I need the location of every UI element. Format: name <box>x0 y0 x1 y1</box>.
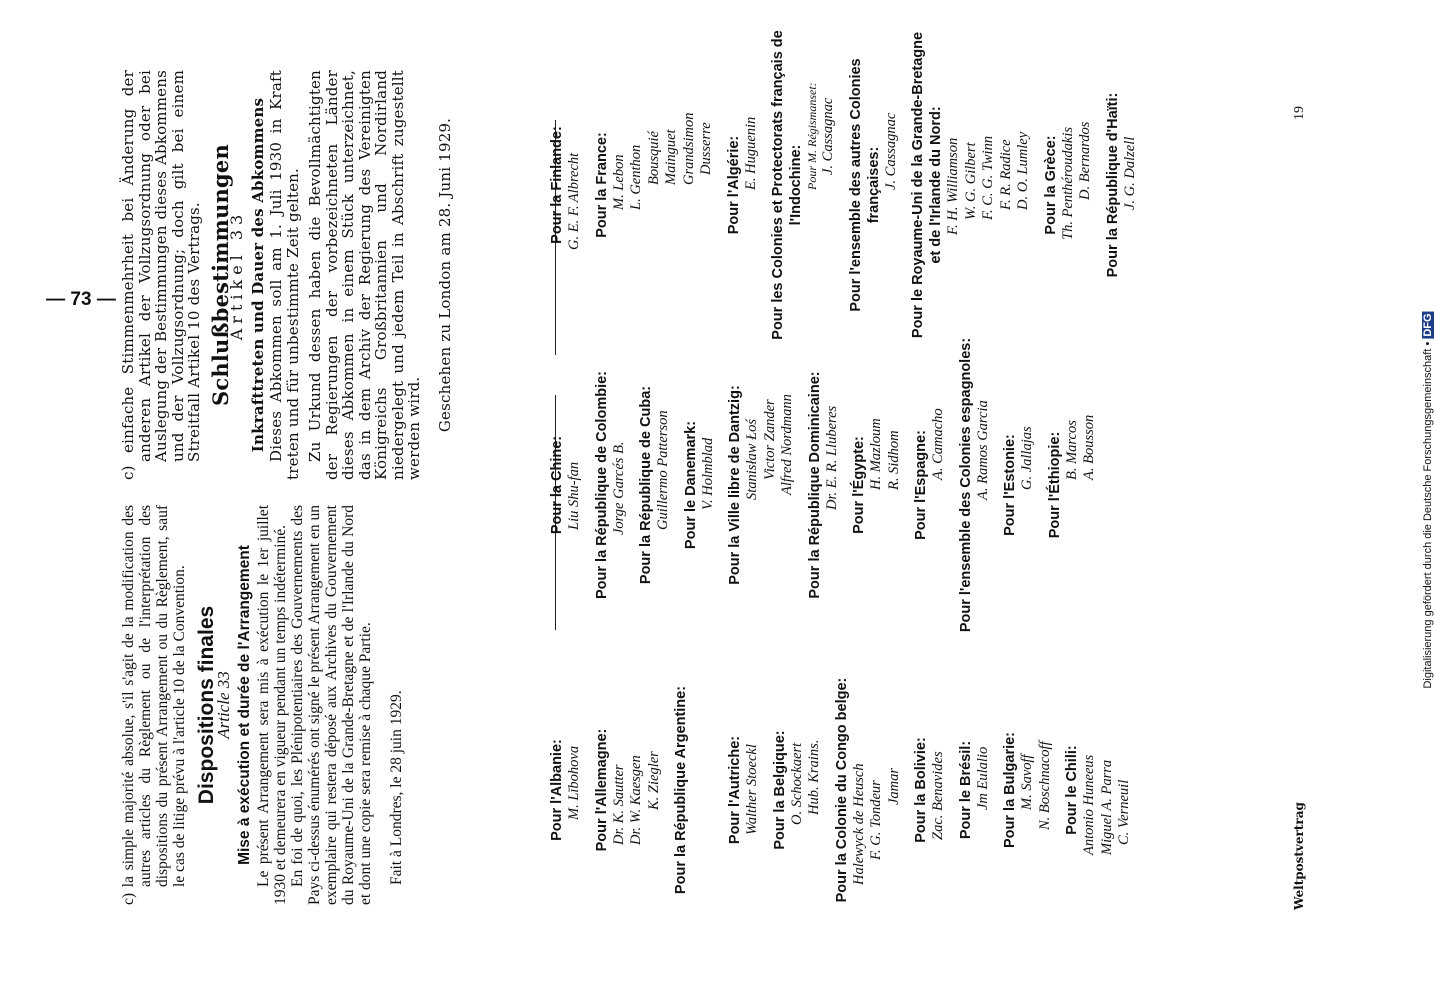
sig-country: Pour la Chine: <box>549 435 565 535</box>
sig-name: Dusserre <box>698 122 714 175</box>
sig-name: H. Mazloum <box>868 418 884 490</box>
sig-name: Dr. W. Kaesgen <box>628 755 644 845</box>
sig-name: V. Holmblad <box>699 437 716 510</box>
sig-country: Pour la Grèce: <box>1042 135 1059 235</box>
sig-name: Stanisław Łoś <box>744 419 760 500</box>
sig-country: Pour la France: <box>593 132 610 238</box>
de-paragraph-1: Dieses Abkommen soll am 1. Juli 1930 in Kraft treten und für unbestimmte Zeit gelten. <box>267 70 302 480</box>
sig-name: B. Marcos <box>1063 420 1080 480</box>
dfg-logo: DFG <box>1422 313 1434 337</box>
sig-country: Pour l'Espagne: <box>913 430 929 540</box>
sig-country: Pour le Chili: <box>1064 745 1080 835</box>
sig-name: K. Ziegler <box>645 751 662 810</box>
sig-name: W. G. Gilbert <box>962 142 979 220</box>
sig-name: Jorge Garcés B. <box>610 441 627 535</box>
sig-name: A. Bousson <box>1081 414 1097 480</box>
sig-country: Pour la République de Colombie: <box>593 371 610 599</box>
sig-country: Pour l'Allemagne: <box>593 728 610 852</box>
sig-name: D. O. Lumley <box>1015 131 1031 210</box>
sig-name: Walther Stoeckl <box>744 744 760 835</box>
de-paragraph-2: Zu Urkund dessen haben die Bevollmächtigten der Regierungen der vorbezeichneten Länder dieses Abkommen in einem Stück unterzeichnet, das in dem Archiv der Regierung des Vereinigten Königreichs Großbritannien und Nordirland niedergelegt und jedem Teil in Abschrift zugestellt werden wird. <box>306 70 423 480</box>
sig-name: Halewyck de Heusch <box>850 763 867 885</box>
sig-name: L. Genthon <box>628 144 644 210</box>
sig-country: Pour l'ensemble des autres Colonies françaises: <box>847 58 882 312</box>
de-subheading: Inkrafttreten und Dauer des Abkommens <box>248 97 267 453</box>
sig-name: J. Cassagnac <box>882 112 899 190</box>
sig-name: Alfred Nordmann <box>779 394 795 495</box>
sig-name: Jamar <box>885 767 902 805</box>
fr-clause-c: c) la simple majorité absolue, s'il s'agit de la modification des autres articles du Règlement ou de l'interprétation des dispositions du présent Arrangement ou du Règlement, sauf le cas de litige prévu à l'article 10 de la Convention. <box>120 505 188 905</box>
footer-right: 19 <box>1292 106 1307 120</box>
sig-name: Guillermo Patterson <box>655 410 671 530</box>
de-clause-c: c) einfache Stimmenmehrheit bei Änderung der anderen Artikel der Vollzugsordnung oder bei Auslegung der Bestimmungen dieses Abkommens und der Vollzugsordnung; doch gilt bei einem Streitfall Artikel 10 des Vertrags. <box>119 70 203 480</box>
fr-done: Fait à Londres, le 28 juin 1929. <box>388 690 405 885</box>
digitization-text: Digitalisierung gefördert durch die Deutsche Forschungsgemeinschaft • <box>1422 341 1434 689</box>
sig-country: Pour l'Éthiopie: <box>1046 431 1063 539</box>
sig-name: Dr. E. R. Lluberes <box>823 405 840 510</box>
de-heading: Schlußbestimmungen <box>207 144 233 406</box>
sig-country: Pour l'ensemble des Colonies espagnoles: <box>957 337 974 633</box>
sig-name: F. R. Radice <box>997 139 1014 210</box>
sig-name: Hub. Krains. <box>806 739 822 815</box>
sig-name: A. Camacho <box>930 408 946 480</box>
fr-article: Article 33 <box>214 671 233 739</box>
sig-country: Pour la République de Cuba: <box>638 385 654 585</box>
sig-name: O. Schockaert <box>788 742 805 825</box>
sig-name: J. G. Dalzell <box>1121 136 1138 210</box>
signatures-col-2 <box>548 330 1099 640</box>
sig-country: Pour l'Autriche: <box>727 735 743 845</box>
page-number: — 73 — <box>46 289 116 310</box>
sig-country: Pour les Colonies et Protectorats français de l'Indochine: <box>770 30 804 340</box>
sig-name: Victor Zander <box>761 399 778 480</box>
sig-name: Dr. K. Sautter <box>610 764 627 845</box>
sig-country: Pour la Colonie du Congo belge: <box>833 677 850 903</box>
fr-subheading: Mise à exécution et durée de l'Arrangement <box>236 545 253 865</box>
sig-country: Pour l'Égypte: <box>851 436 867 534</box>
sig-name: Antonio Huneeus <box>1081 754 1097 855</box>
sig-country: Pour la Belgique: <box>771 730 788 850</box>
fr-paragraph-2: En foi de quoi, les Plénipotentiaires des Gouvernements des Pays ci-dessus énumérés ont signé le présent Arrangement en un exemplaire qui restera déposé aux Archives du Gouvernement du Royaume-Uni de la Grande-Bretagne et de l'Irlande du Nord et dont une copie sera remise à chaque Partie. <box>289 505 374 905</box>
sig-country: Pour la Bolivie: <box>913 737 929 843</box>
sig-name: F. C. G. Twinn <box>980 135 996 220</box>
sig-name: G. Jallajas <box>1019 426 1035 490</box>
sig-name: Mainguet <box>663 129 679 185</box>
sig-note: Pour M. Régismanset: <box>805 82 819 190</box>
sig-country: Pour la Bulgarie: <box>1002 731 1018 849</box>
french-column <box>120 505 405 905</box>
sig-country: Pour le Danemark: <box>682 420 699 550</box>
digitization-note <box>1422 311 1434 688</box>
sig-name: M. Lebon <box>610 154 627 210</box>
sig-country: Pour le Royaume-Uni de la Grande-Bretagne et de l'Irlande du Nord: <box>910 31 944 339</box>
footer-left: Weltpostvertrag <box>1292 802 1306 910</box>
sig-name: Th. Penthéroudakis <box>1059 126 1076 240</box>
sig-name: A. Ramos Garcia <box>974 400 991 500</box>
sig-name: Zac. Benavides <box>930 751 946 840</box>
sig-name: J. Cassagnac <box>820 97 836 175</box>
sig-name: N. Boschnacoff <box>1036 741 1053 830</box>
sig-name: Miguel A. Parra <box>1098 759 1115 855</box>
sig-country: Pour la Ville libre de Dantzig: <box>727 385 743 585</box>
sig-name: R. Sidhom <box>885 430 902 490</box>
sig-country: Pour le Brésil: <box>957 740 974 840</box>
sig-name: C. Verneuil <box>1116 779 1132 845</box>
sig-name: F. G. Tondeur <box>868 780 884 860</box>
sig-country: Pour l'Algérie: <box>725 135 742 235</box>
sig-country: Pour l'Albanie: <box>549 739 565 841</box>
sig-country: Pour la République Dominicaine: <box>806 371 823 599</box>
sig-name: Bousquié <box>645 131 662 185</box>
fr-heading: Dispositions finales <box>195 605 218 805</box>
sig-name: E. Huguenin <box>742 116 759 190</box>
sig-country: Pour l'Estonie: <box>1002 434 1018 536</box>
signatures-col-3 <box>548 30 1139 340</box>
sig-country: Pour la République d'Haïti: <box>1104 92 1121 278</box>
german-column <box>120 70 453 480</box>
sig-name: G. E. F. Albrecht <box>566 152 582 250</box>
sig-name: Liu Shu-fan <box>566 461 582 530</box>
sig-name: F. H. Williamson <box>945 137 961 235</box>
de-done: Geschehen zu London am 28. Juni 1929. <box>435 117 454 433</box>
sig-name: Jm Eulalio <box>974 746 991 810</box>
fr-paragraph-1: Le présent Arrangement sera mis à exécution le 1er juillet 1930 et demeurera en vigueur pendant un temps indéterminé. <box>255 505 289 905</box>
sig-name: Grandsimon <box>680 112 697 185</box>
signatures-col-1 <box>548 640 1134 940</box>
sig-name: M. Savoff <box>1019 754 1035 810</box>
sig-country: Pour la République Argentine: <box>673 685 689 895</box>
de-article: Artikel 33 <box>227 209 246 341</box>
sig-name: D. Bernardos <box>1077 121 1093 200</box>
sig-country: Pour la Finlande: <box>549 126 565 244</box>
sig-name: M. Lībohova <box>566 745 582 820</box>
